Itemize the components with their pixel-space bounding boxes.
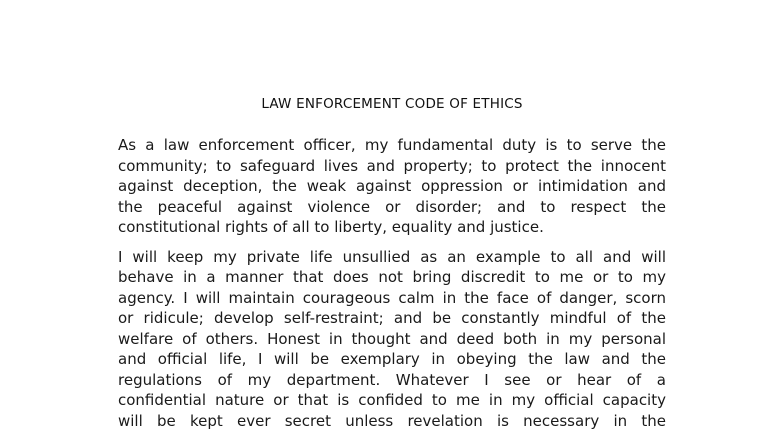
paragraph-line: confidential nature or that is confided to me in my official capacity	[118, 391, 666, 409]
paragraph-line: As a law enforcement officer, my fundamental duty is to serve the	[118, 136, 666, 154]
paragraph-line: constitutional rights of all to liberty, equality and justice.	[118, 218, 544, 236]
paragraph-line: against deception, the weak against oppression or intimidation and	[118, 177, 666, 195]
paragraph-line: will be kept ever secret unless revelation is necessary in the	[118, 411, 666, 430]
paragraph-line: community; to safeguard lives and property; to protect the innocent	[118, 156, 666, 175]
paragraph-line: agency. I will maintain courageous calm in the face of danger, scorn	[118, 288, 666, 307]
paragraph-line: regulations of my department. Whatever I see or hear of a	[118, 370, 666, 389]
paragraph-line: and official life, I will be exemplary in obeying the law and the	[118, 350, 666, 368]
paragraph-line: the peaceful against violence or disorder; and to respect the	[118, 197, 666, 216]
document-body	[118, 135, 666, 440]
paragraph-1	[118, 135, 666, 238]
document-title: LAW ENFORCEMENT CODE OF ETHICS	[261, 96, 523, 112]
paragraph-line: I will keep my private life unsullied as an example to all and will	[118, 247, 666, 266]
paragraph-line: behave in a manner that does not bring discredit to me or to my	[118, 268, 666, 286]
paragraph-line: or ridicule; develop self-restraint; and be constantly mindful of the	[118, 309, 666, 327]
paragraph-2	[118, 247, 666, 432]
paragraph-line: welfare of others. Honest in thought and deed both in my personal	[118, 329, 666, 348]
